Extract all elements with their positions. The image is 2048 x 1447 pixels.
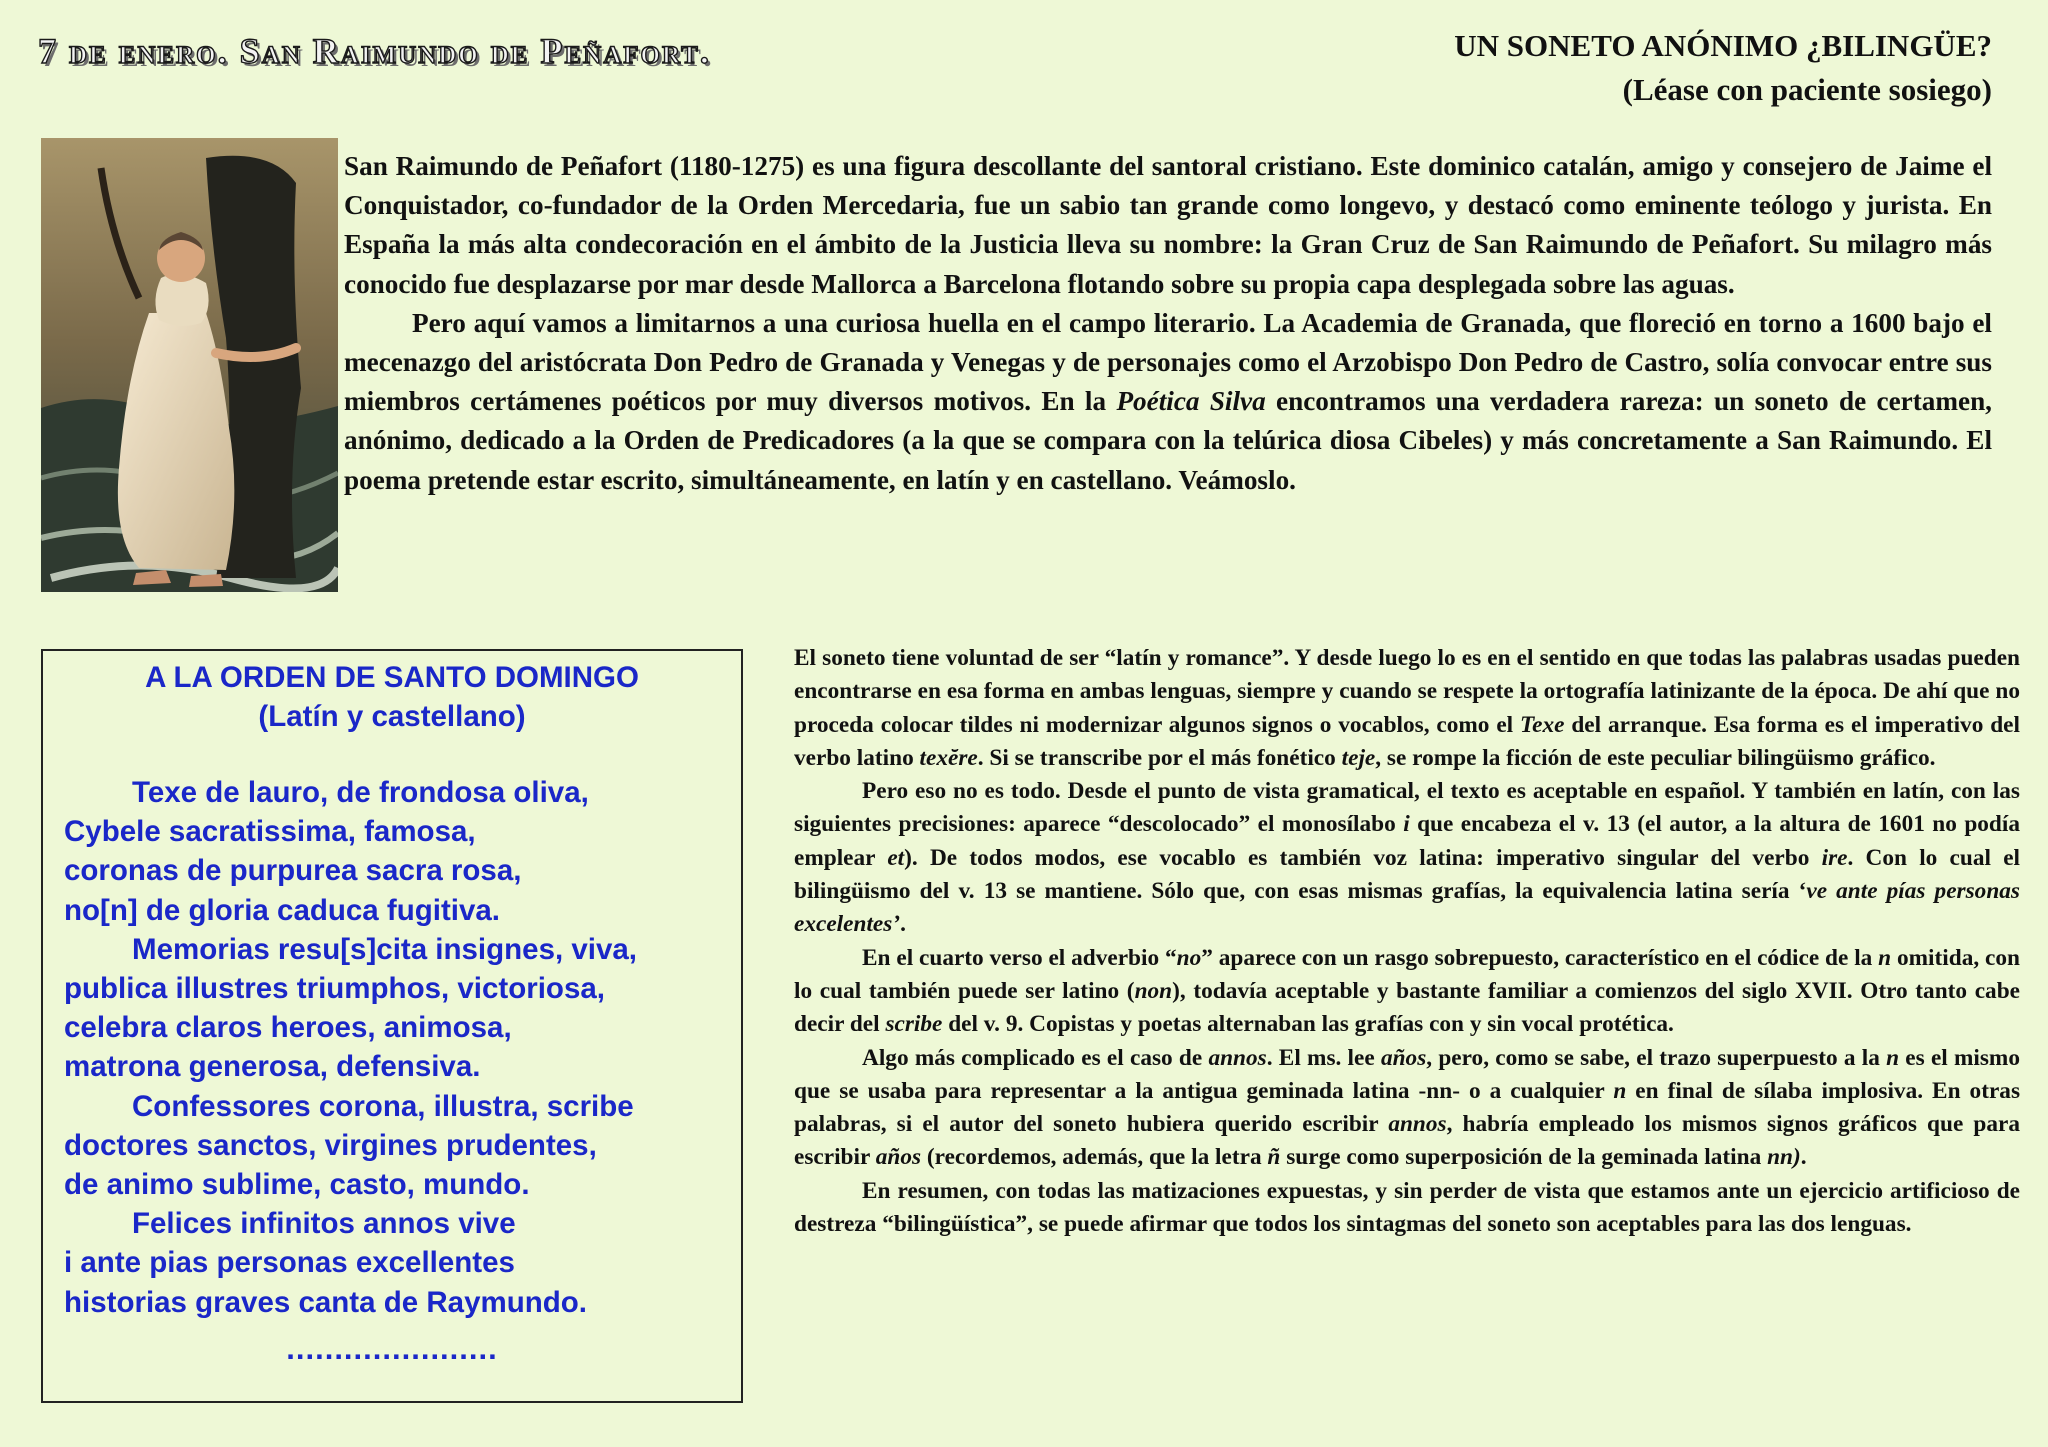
sonnet-line: no[n] de gloria caduca fugitiva. — [64, 893, 500, 927]
sonnet-line: Cybele sacratissima, famosa, — [64, 815, 476, 849]
text-run: es el mismo que se usaba para representar a la antigua geminada latina -nn- o a cualquier — [794, 1044, 2020, 1104]
text-run: surge como superposición de la geminada latina — [1280, 1144, 1768, 1171]
text-run: omitida, con lo cual también puede ser latino ( — [794, 944, 2020, 1004]
sonnet-line: Felices infinitos annos vive — [132, 1207, 516, 1241]
article-subtitle: (Léase con paciente sosiego) — [1622, 72, 1992, 107]
emphasis: no — [1176, 944, 1202, 971]
text-run: El soneto tiene voluntad de ser “latín y romance”. Y desde luego lo es en el sentido en que todas las palabras usadas pueden encontrarse en esa forma en ambas lenguas, siempre y cuando se respete la ortografía latinizante de la época. De ahí que no proceda colocar tildes ni modernizar algunos signos o vocablos, como el — [794, 645, 2020, 738]
text-run: (recordemos, además, que la letra — [921, 1144, 1268, 1171]
emphasis: años — [1380, 1044, 1427, 1071]
saint-portrait-illustration-icon — [41, 138, 338, 592]
text-run: en final de sílaba implosiva. En otras palabras, si el autor del soneto hubiera querido escribir — [794, 1077, 2021, 1138]
emphasis: n — [1886, 1044, 1900, 1071]
text-run: . — [900, 911, 906, 938]
emphasis: n — [1878, 944, 1892, 971]
text-run: Algo más complicado es el caso de — [862, 1044, 1209, 1071]
sonnet-line: Memorias resu[s]cita insignes, viva, — [132, 932, 637, 966]
sonnet-line: i ante pias personas excellentes — [64, 1246, 515, 1280]
sonnet-title: A LA ORDEN DE SANTO DOMINGO — [145, 661, 639, 694]
sonnet-line: doctores sanctos, virgines prudentes, — [64, 1128, 597, 1162]
sonnet-box — [41, 649, 743, 1403]
text-run: . El ms. lee — [1266, 1044, 1381, 1071]
commentary-text — [794, 642, 2020, 1241]
intro-paragraph: San Raimundo de Peñafort (1180-1275) es una figura descollante del santoral cristiano. Este dominico catalán, amigo y consejero de Jaime el Conquistador, co-fundador de la Orden Mercedaria, fue un sabio tan grande como longevo, y destacó como eminente teólogo y jurista. En España la más alta condecoración en el ámbito de la Justicia lleva su nombre: la Gran Cruz de San Raimundo de Peñafort. Su milagro más conocido fue desplazarse por mar desde Mallorca a Barcelona flotando sobre su propia capa desplegada sobre las aguas. — [344, 151, 1992, 299]
commentary-paragraph — [794, 642, 2020, 775]
sonnet-subtitle: (Latín y castellano) — [258, 700, 526, 733]
commentary-paragraph — [794, 1042, 2020, 1175]
emphasis: nn) — [1767, 1144, 1801, 1171]
text-run: , habría empleado los mismos signos gráficos que para escribir — [794, 1111, 2021, 1171]
text-run: Pero eso no es todo. Desde el punto de vista gramatical, el texto es aceptable en español. Y también en latín, con las siguientes precisiones: aparece “descolocado” el monosílabo — [794, 778, 2020, 838]
sonnet-verses — [64, 773, 637, 1322]
emphasis: scribe — [885, 1011, 943, 1038]
sonnet-line: publica illustres triumphos, victoriosa, — [64, 972, 605, 1006]
sonnet-line: Texe de lauro, de frondosa oliva, — [132, 776, 589, 809]
sonnet-line: historias graves canta de Raymundo. — [64, 1285, 587, 1319]
emphasis: años — [875, 1144, 922, 1171]
text-run: encontramos una verdadera rareza: un soneto de certamen, anónimo, dedicado a la Orden de Predicadores (a la que se compara con la telúrica diosa Cibeles) y más concretamente a San Raimundo. El poema pretende estar escrito, simultáneamente, en latín y en castellano. Veámoslo. — [344, 386, 1992, 495]
emphasis: et — [887, 844, 905, 871]
intro-paragraph — [344, 304, 1992, 500]
emphasis: annos — [1388, 1111, 1447, 1138]
text-run: ). De todos modos, ese vocablo es también voz latina: imperativo singular del verbo — [904, 844, 1822, 871]
sonnet-line: matrona generosa, defensiva. — [64, 1050, 481, 1084]
text-run: ” aparece con un rasgo sobrepuesto, característico en el códice de la — [1201, 944, 1879, 971]
intro-text — [344, 147, 1992, 500]
emphasis: Texe — [1520, 711, 1565, 738]
saint-portrait-image — [41, 138, 338, 592]
text-run: , se rompe la ficción de este peculiar bilingüismo gráfico. — [1375, 744, 1936, 771]
text-run: En el cuarto verso el adverbio “ — [862, 944, 1177, 971]
text-run: . Con lo cual el bilingüismo del v. 13 se mantiene. Sólo que, con esas mismas grafías, la equivalencia latina sería ‘ — [794, 844, 2021, 905]
article-title: UN SONETO ANÓNIMO ¿BILINGÜE? — [1454, 28, 1992, 63]
commentary-paragraph — [794, 942, 2020, 1042]
text-run: del v. 9. Copistas y poetas alternaban las grafías con y sin vocal protética. — [942, 1011, 1674, 1038]
emphasis: ire — [1821, 844, 1848, 871]
emphasis: ve ante pías personas excelentes’ — [794, 878, 2020, 938]
sonnet-line: de animo sublime, casto, mundo. — [64, 1168, 530, 1202]
article-heading — [1454, 24, 1992, 112]
book-title: Poética Silva — [1116, 386, 1266, 417]
text-run: del arranque. Esa forma es el imperativo del verbo latino — [794, 711, 2020, 771]
emphasis: n — [1613, 1077, 1627, 1104]
sonnet-line: Confessores corona, illustra, scribe — [132, 1089, 634, 1123]
emphasis: teje — [1341, 744, 1376, 771]
commentary-paragraph — [794, 775, 2020, 941]
sonnet-line: coronas de purpurea sacra rosa, — [64, 854, 522, 888]
text-run: . — [1800, 1144, 1807, 1171]
text-run: Pero aquí vamos a limitarnos a una curiosa huella en el campo literario. La Academia de Granada, que floreció en torno a 1600 bajo el mecenazgo del aristócrata Don Pedro de Granada y Venegas y de personajes como el Arzobispo Don Pedro de Castro, solía convocar entre sus miembros certámenes poéticos por muy diversos motivos. En la — [344, 307, 1992, 417]
emphasis: non — [1134, 977, 1173, 1004]
emphasis: ñ — [1267, 1144, 1281, 1171]
sonnet-line: celebra claros heroes, animosa, — [64, 1011, 512, 1045]
sonnet-ellipsis: ...................... — [286, 1331, 498, 1366]
text-run: . Si se transcribe por el más fonético — [977, 744, 1342, 771]
emphasis: texĕre — [919, 744, 978, 771]
text-run: , pero, como se sabe, el trazo superpuesto a la — [1426, 1044, 1887, 1071]
commentary-paragraph: En resumen, con todas las matizaciones expuestas, y sin perder de vista que estamos ante un ejercicio artificioso de destreza “bilingüística”, se puede afirmar que todos los sintagmas del soneto son aceptables para las dos lenguas. — [794, 1177, 2020, 1238]
emphasis: i — [1403, 811, 1410, 838]
text-run: ), todavía aceptable y bastante familiar a comienzos del siglo XVII. Otro tanto cabe decir del — [794, 977, 2020, 1038]
text-run: que encabeza el v. 13 (el autor, a la altura de 1601 no podía emplear — [794, 811, 2020, 871]
page-title: 7 de enero. San Raimundo de Peñafort. — [38, 31, 711, 71]
emphasis: annos — [1208, 1044, 1267, 1071]
sonnet-heading — [43, 658, 741, 736]
